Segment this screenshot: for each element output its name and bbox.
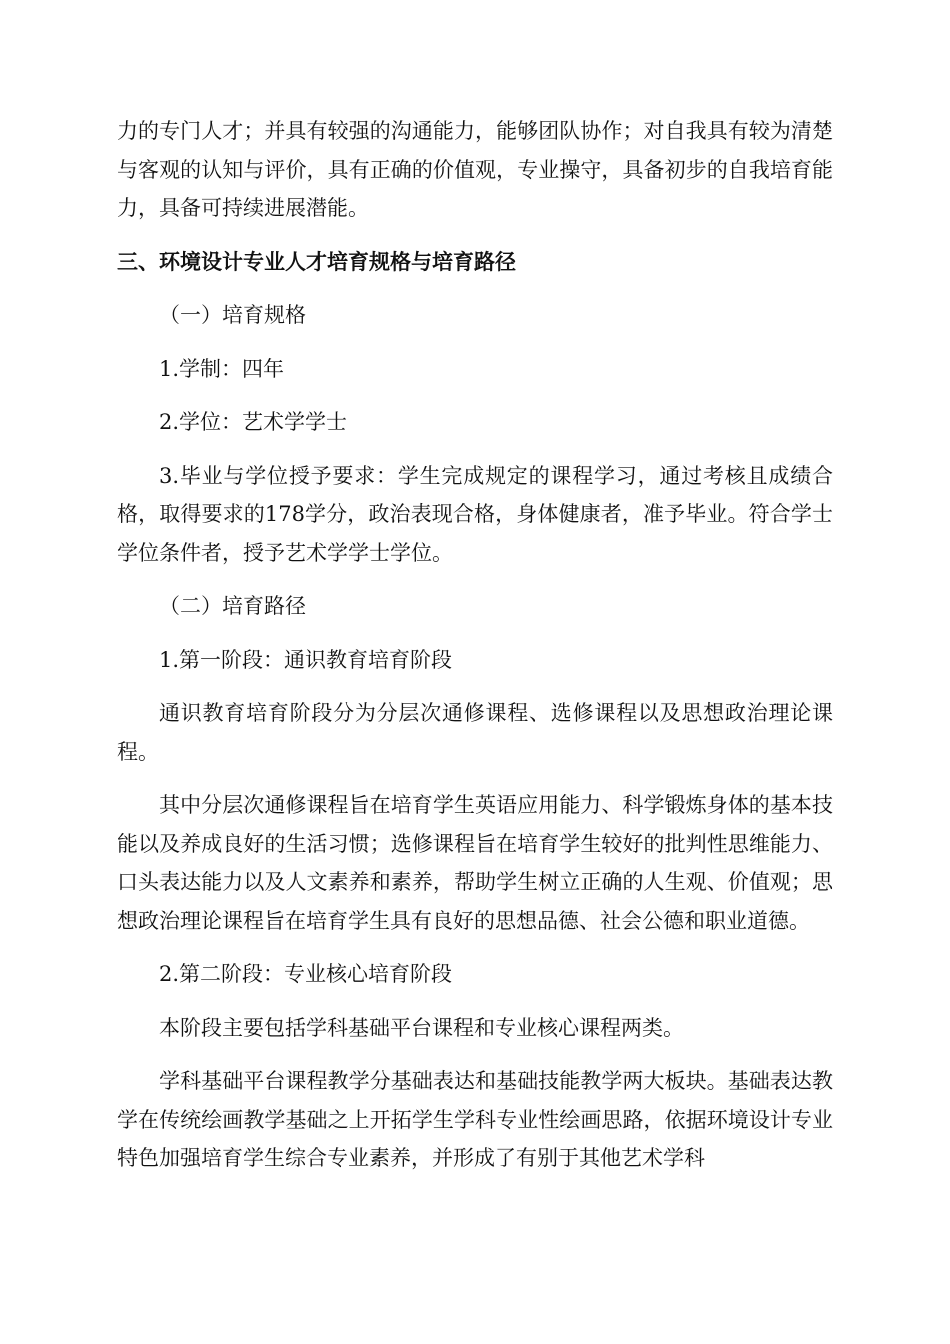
subheading-training-spec: （一）培育规格 — [159, 303, 306, 327]
paragraph-course-goals: 其中分层次通修课程旨在培育学生英语应用能力、科学锻炼身体的基本技能以及养成良好的生活习惯；选修课程旨在培育学生较好的批判性思维能力、口头表达能力以及人文素养和素养，帮助学生树立正确的人生观、价值观；思想政治理论课程旨在培育学生具有良好的思想品德、社会公德和职业道德。 — [117, 793, 833, 933]
item-graduation-requirements: 3.毕业与学位授予要求：学生完成规定的课程学习，通过考核且成绩合格，取得要求的178学分，政治表现合格，身体健康者，准予毕业。符合学士学位条件者，授予艺术学学士学位。 — [117, 463, 833, 565]
paragraph-general-education: 通识教育培育阶段分为分层次通修课程、选修课程以及思想政治理论课程。 — [117, 701, 833, 764]
item-degree: 2.学位：艺术学学士 — [159, 410, 348, 434]
paragraph-stage-two-content: 本阶段主要包括学科基础平台课程和专业核心课程两类。 — [159, 1015, 684, 1040]
item-stage-one: 1.第一阶段：通识教育培育阶段 — [159, 647, 453, 672]
item-study-length: 1.学制：四年 — [159, 356, 285, 381]
section-heading-3: 三、环境设计专业人才培育规格与培育路径 — [117, 249, 516, 274]
subheading-training-path: （二）培育路径 — [159, 594, 306, 618]
item-stage-two: 2.第二阶段：专业核心培育阶段 — [159, 962, 453, 986]
paragraph-foundation-courses: 学科基础平台课程教学分基础表达和基础技能教学两大板块。基础表达教学在传统绘画教学基础之上开拓学生学科专业性绘画思路，依据环境设计专业特色加强培育学生综合专业素养，并形成了有别于其他艺术学科 — [117, 1069, 833, 1170]
document-page — [117, 112, 833, 1193]
paragraph-talent-summary: 力的专门人才；并具有较强的沟通能力，能够团队协作；对自我具有较为清楚与客观的认知与评价，具有正确的价值观，专业操守，具备初步的自我培育能力，具备可持续进展潜能。 — [117, 119, 833, 220]
